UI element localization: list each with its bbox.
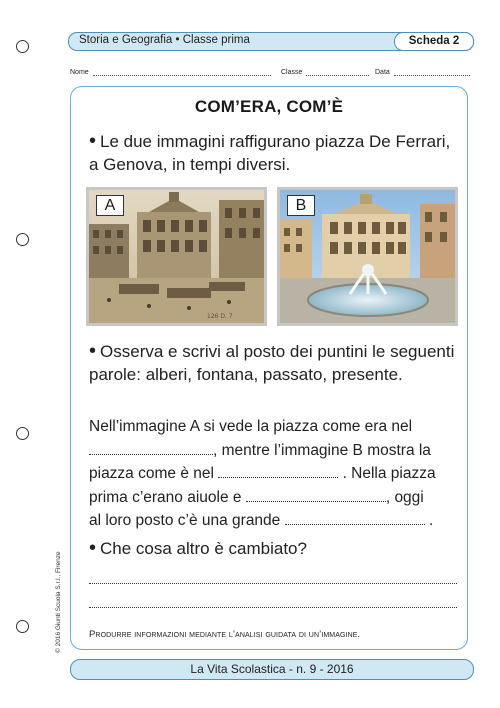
name-line: [93, 68, 271, 76]
blank-2[interactable]: [218, 464, 338, 478]
question-1: • Le due immagini raffigurano piazza De Ferrari, a Genova, in tempi diversi.: [89, 130, 451, 174]
worksheet-card: [70, 86, 468, 650]
page-title: COM’ERA, COM’È: [194, 97, 344, 116]
class-line: [306, 68, 369, 76]
date-line: [394, 68, 470, 76]
footer-bar: La Vita Scolastica - n. 9 - 2016: [70, 659, 474, 680]
copyright-note: © 2016 Giunti Scuola S.r.l., Firenze: [55, 551, 62, 653]
photo-a: [86, 187, 267, 326]
blank-4[interactable]: [285, 511, 425, 525]
photo-a-label: A: [96, 195, 124, 216]
binder-hole: [16, 427, 29, 440]
student-info-fields: [70, 68, 472, 80]
sheet-number-tab: Scheda 2: [394, 32, 474, 51]
date-field[interactable]: [375, 68, 470, 76]
photo-a-caption: 126 D. 7: [207, 313, 233, 320]
name-field[interactable]: [70, 68, 271, 76]
activity-caption: Produrre informazioni mediante l’analisi guidata di un’immagine.: [89, 629, 361, 640]
question-2: • Osserva e scrivi al posto dei puntini le seguenti parole: alberi, fontana, passato, presente.: [89, 340, 455, 384]
header-bar: [68, 32, 474, 51]
bullet-icon: •: [89, 130, 97, 152]
binder-hole: [16, 233, 29, 246]
answer-line-2[interactable]: [89, 607, 457, 608]
question-3: • Che cosa altro è cambiato?: [89, 537, 307, 559]
answer-line-1[interactable]: [89, 583, 457, 584]
class-field[interactable]: [281, 68, 369, 76]
name-label: Nome: [70, 69, 89, 76]
date-label: Data: [375, 69, 390, 76]
blank-3[interactable]: [246, 488, 386, 502]
blank-1[interactable]: [89, 441, 213, 455]
fill-in-paragraph: Nell’immagine A si vede la piazza come era nel , mentre l’immagine B mostra la piazza come è nel . Nella piazza prima c’erano aiuole e , oggi al loro posto c’è una grande .: [89, 418, 436, 529]
binder-hole: [16, 40, 29, 53]
bullet-icon: •: [89, 537, 97, 559]
binder-hole: [16, 620, 29, 633]
header-title: Storia e Geografia • Classe prima: [79, 34, 250, 46]
bullet-icon: •: [89, 340, 97, 362]
photo-b-label: B: [287, 195, 315, 216]
photo-b: [277, 187, 458, 326]
class-label: Classe: [281, 69, 303, 76]
